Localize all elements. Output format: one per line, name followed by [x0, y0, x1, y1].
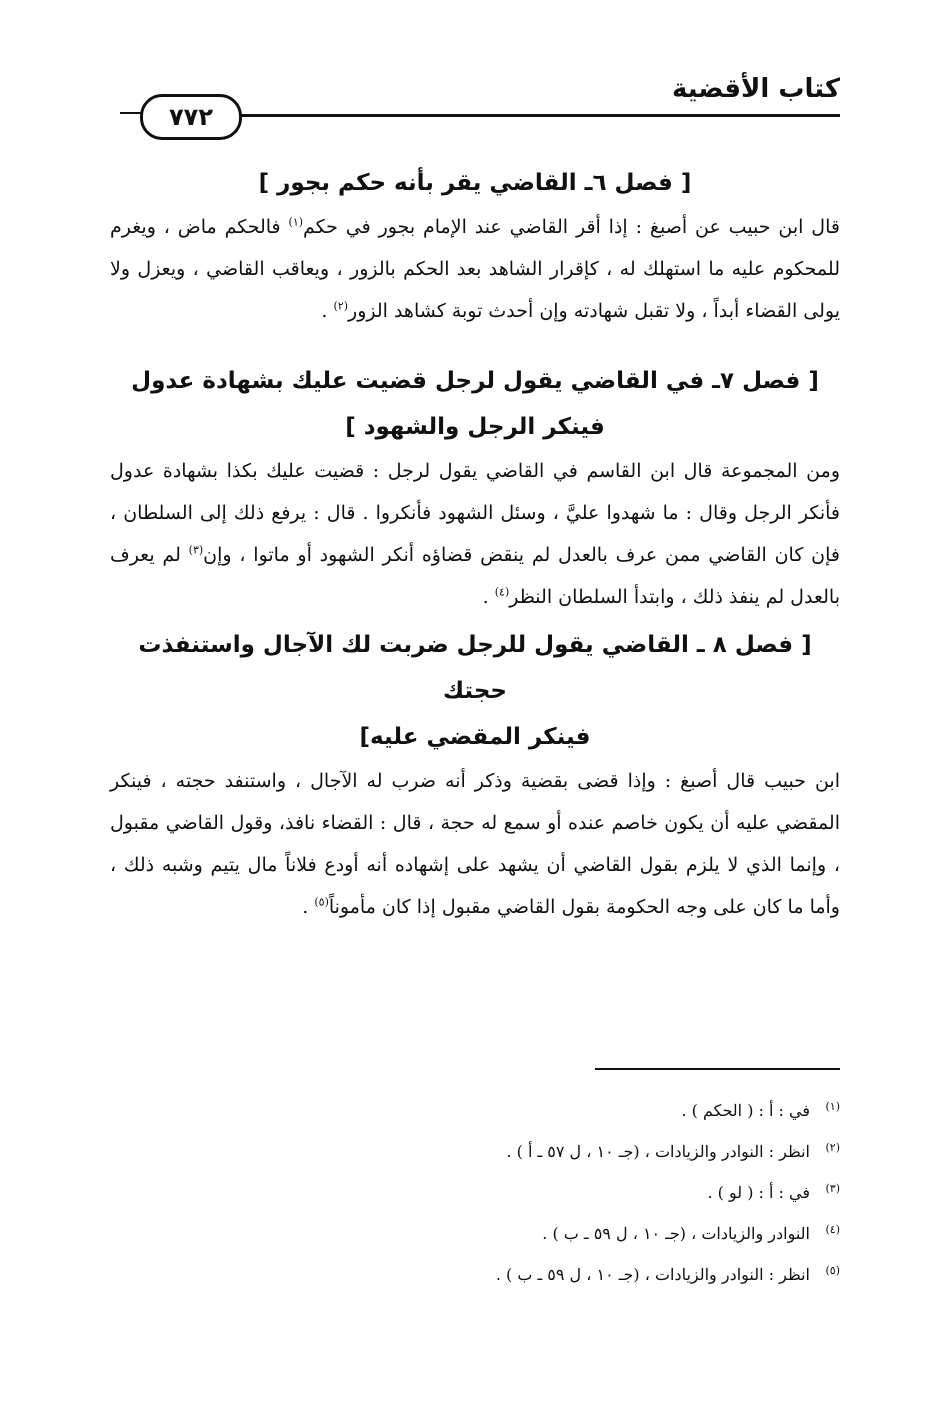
section-title-line: [ فصل ٧ـ في القاضي يقول لرجل قضيت عليك بشهادة عدول — [131, 368, 819, 394]
section-paragraph — [110, 206, 840, 332]
section-title-line: [ فصل ٨ ـ القاضي يقول للرجل ضربت لك الآجال واستنفذت حجتك — [138, 632, 812, 704]
section-paragraph — [110, 760, 840, 928]
footnote-separator — [595, 1068, 840, 1070]
footnote-ref: (٢) — [333, 299, 349, 313]
main-text — [110, 160, 840, 928]
footnote: (٥)انظر : النوادر والزيادات ، (جـ ١٠ ، ل ٥٩ ـ ب ) . — [495, 1263, 840, 1284]
footnote-ref: (٣) — [188, 543, 204, 557]
footnote: (٢)انظر : النوادر والزيادات ، (جـ ١٠ ، ل ٥٧ ـ أ ) . — [506, 1140, 840, 1161]
footnote-text: انظر : النوادر والزيادات ، (جـ ١٠ ، ل ٥٧ ـ أ ) . — [506, 1142, 810, 1161]
footnote-text: انظر : النوادر والزيادات ، (جـ ١٠ ، ل ٥٩ ـ ب ) . — [495, 1265, 810, 1284]
paragraph-text: لم يعرف بالعدل لم ينفذ ذلك ، وابتدأ السلطان النظر — [110, 544, 840, 608]
paragraph-text: فالحكم ماض ، ويغرم للمحكوم عليه ما استهلك له ، كإقرار الشاهد بعد الحكم بالزور ، ويعاقب القاضي ، ويعزل ولا يولى القضاء أبداً ، ولا تقبل شهادته وإن أحدث توبة كشاهد الزور — [110, 216, 840, 322]
section-title — [110, 358, 840, 450]
footnote: (٤)النوادر والزيادات ، (جـ ١٠ ، ل ٥٩ ـ ب ) . — [542, 1222, 840, 1243]
running-header — [120, 72, 840, 132]
paragraph-text: . — [302, 896, 315, 918]
paragraph-text: ابن حبيب قال أصبغ : وإذا قضى بقضية وذكر أنه ضرب له الآجال ، واستنفد حجته ، فينكر المقضي عليه أن يكون خاصم عنده أو سمع له حجة ، قال : القضاء نافذ، وقول القاضي مقبول ، وإنما الذي لا يلزم بقول القاضي أن يشهد على إشهاده أنه أودع فلاناً مال يتيم وشبه ذلك ، وأما ما كان على وجه الحكومة بقول القاضي مقبول إذا كان مأموناً — [110, 770, 840, 918]
footnote-ref: (٥) — [314, 895, 329, 909]
book-title: كتاب الأقضية — [672, 74, 840, 104]
paragraph-text: ومن المجموعة قال ابن القاسم في القاضي يقول لرجل : قضيت عليك بكذا بشهادة عدول فأنكر الرجل وقال : ما شهدوا عليَّ ، وسئل الشهود فأنكروا . قال : يرفع ذلك إلى السلطان ، فإن كان القاضي ممن عرف بالعدل لم ينقض قضاؤه أنكر الشهود أو ماتوا ، وإن — [110, 460, 840, 566]
paragraph-text: . — [321, 300, 334, 322]
header-rule — [210, 114, 840, 117]
section-title-line: فينكر الرجل والشهود ] — [345, 414, 605, 440]
footnote: (١)في : أ : ( الحكم ) . — [681, 1099, 840, 1120]
footnote-text: في : أ : ( لو ) . — [707, 1183, 810, 1202]
footnotes — [300, 1090, 840, 1295]
paragraph-text: . — [482, 586, 495, 608]
footnote-text: النوادر والزيادات ، (جـ ١٠ ، ل ٥٩ ـ ب ) . — [542, 1224, 810, 1243]
footnote: (٣)في : أ : ( لو ) . — [707, 1181, 840, 1202]
section-title — [110, 160, 840, 206]
section-title — [110, 622, 840, 760]
footnote-text: في : أ : ( الحكم ) . — [681, 1101, 810, 1120]
section-paragraph — [110, 450, 840, 618]
section-title-line: [ فصل ٦ـ القاضي يقر بأنه حكم بجور ] — [258, 170, 692, 196]
footnote-ref: (١) — [288, 215, 304, 229]
paragraph-text: قال ابن حبيب عن أصبغ : إذا أقر القاضي عند الإمام بجور في حكم — [303, 216, 840, 238]
section-title-line: فينكر المقضي عليه] — [359, 724, 591, 750]
page-number: ٧٧٢ — [140, 94, 242, 140]
footnote-ref: (٤) — [494, 585, 510, 599]
